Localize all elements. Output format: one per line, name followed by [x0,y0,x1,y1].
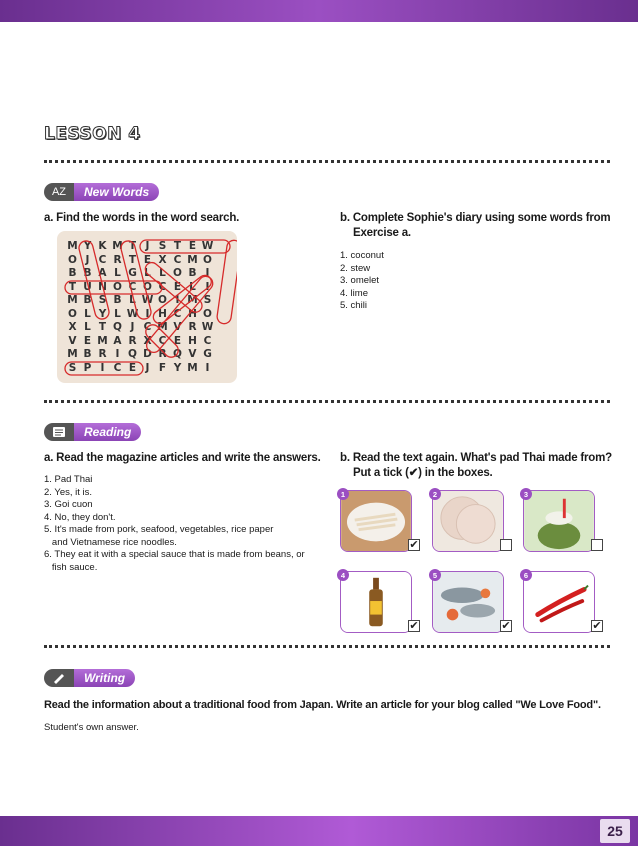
picture-number-badge: 6 [520,569,532,581]
word-search-letter: V [188,348,197,360]
circle-coconut [65,281,162,294]
answer-item: 2. Yes, it is. [44,486,93,498]
word-search-letter: B [83,348,92,360]
word-search-letter: G [203,348,212,360]
word-search-letter: I [175,294,180,306]
word-search-letter: M [67,294,78,306]
word-search-letter: M [187,361,198,374]
word-search-letter: O [158,294,167,306]
answer-item: 1. coconut [340,250,384,261]
word-search-letter: L [189,280,196,293]
word-search-letter: P [83,361,92,374]
word-search-letter: M [112,240,123,252]
word-search-letter: Q [113,321,122,333]
word-search-letter: O [68,253,77,266]
word-search-letter: E [173,334,182,347]
word-search-letter: B [68,267,77,279]
picture-number-badge: 4 [337,569,349,581]
word-search-letter: C [158,280,167,293]
word-search-letter: L [114,307,121,320]
top-header-band [0,0,638,22]
word-search-letter: M [157,321,168,333]
word-search-letter: O [203,253,212,266]
word-search-letter: H [188,334,197,347]
tick-box[interactable] [591,539,603,551]
answer-item: 4. lime [340,287,368,299]
word-search-letter: O [68,307,77,320]
word-search-letter: R [128,334,137,347]
word-search-letter: C [158,334,167,347]
word-search-letter: M [67,348,78,360]
answer-item: fish sauce. [44,561,98,573]
word-search-letter: J [130,321,135,333]
picture-number-badge: 2 [429,488,441,500]
word-search-letter: F [158,361,167,374]
writing-instruction: Read the information about a traditional food from Japan. Write an article for your blog called "We Love Food". [44,699,601,711]
answer-item: 4. No, they don't. [44,511,116,523]
word-search-letter: H [188,307,197,320]
word-search-letter: A [98,267,107,279]
answer-item: 3. omelet [340,275,380,286]
answer-item: 6. They eat it with a special sauce that is made from beans, or [44,549,305,560]
reading-b-instruction: b. Read the text again. What's pad Thai made from? [340,452,612,464]
word-search-letter: T [128,253,137,266]
word-search-letter: X [68,321,77,333]
word-search-letter: B [188,267,197,279]
tick-box[interactable]: ✔ [409,539,419,551]
word-search-letter: C [203,334,212,347]
word-search-letter: N [98,280,107,293]
word-search-letter: Q [128,348,137,360]
reading-label: Reading [74,423,141,441]
word-search-letter: S [158,240,167,252]
word-search-letter: X [143,334,152,347]
section-divider [44,160,610,163]
writing-answer: Student's own answer. [44,722,139,733]
word-search-letter: T [98,321,107,333]
word-search-letter: Y [83,240,92,252]
book-icon [44,423,74,441]
word-search-letter: U [83,280,92,293]
page-number: 25 [600,819,630,843]
word-search-letter: O [113,280,122,293]
reading-a-instruction: a. Read the magazine articles and write the answers. [44,452,321,464]
word-search-letter: L [159,267,166,279]
word-search-letter: L [144,267,151,279]
word-search-letter: J [85,253,90,266]
picture-number-badge: 3 [520,488,532,500]
word-search-letter: K [98,240,107,252]
word-search-letter: Y [98,307,107,320]
word-search-letter: D [143,348,152,360]
word-search-letter: B [113,294,122,306]
word-search-letter: R [158,348,167,360]
word-search-circles [57,231,237,383]
word-search-letter: L [129,294,136,306]
word-search-letter: J [145,361,150,374]
new-words-b-instruction-2: Exercise a. [353,227,411,239]
new-words-label: New Words [74,183,159,201]
word-search-letter: C [143,321,152,333]
word-search-letter: W [141,294,154,306]
circle-wiiso [216,239,237,324]
word-search-letter: E [83,334,92,347]
word-search-letter: B [83,294,92,306]
word-search-letter: X [158,253,167,266]
picture-chili [523,571,595,633]
word-search-letter: E [173,280,182,293]
bottom-footer-band [0,816,638,846]
section-divider [44,645,610,648]
new-words-a-instruction: a. Find the words in the word search. [44,212,240,224]
word-search-letter: V [173,321,182,333]
picture-number-badge: 5 [429,569,441,581]
word-search-letter: I [115,348,120,360]
word-search-letter: T [128,240,137,252]
reading-answers [44,474,305,574]
word-search-letter: I [100,361,105,374]
word-search-letter: C [128,280,137,293]
answer-item: 5. It's made from pork, seafood, vegetables, rice paper [44,524,274,535]
picture-fish-sauce [340,571,412,633]
word-search-letter: O [143,280,152,293]
circle-tglll [120,239,153,320]
word-search-letter: T [68,280,77,293]
answer-item: 2. stew [340,262,371,274]
word-search-letter: V [68,334,77,347]
word-search-board [57,231,237,383]
word-search-letter: S [98,294,107,306]
word-search-letter: W [201,240,214,252]
tick-box[interactable]: ✔ [409,620,419,632]
word-search-letter: R [98,348,107,360]
word-search-letter: B [83,267,92,279]
word-search-letter: I [145,307,150,320]
circle-kcasl [78,239,111,320]
word-search-letter: S [203,294,212,306]
circle-stew [140,240,230,253]
answer-item: and Vietnamese rice noodles. [44,536,177,548]
answer-item: 1. Pad Thai [44,474,93,485]
word-search-letter: H [158,307,167,320]
circle-spice [65,362,143,375]
word-search-letter: M [187,294,198,306]
word-search-letter: Q [173,348,182,360]
word-search-letter: O [173,267,182,279]
word-search-letter: M [187,253,198,266]
tick-box[interactable] [500,539,512,551]
pencil-icon [44,669,74,687]
reading-header [44,423,141,441]
word-search-letter: W [201,321,214,333]
word-search-letter: A [113,334,122,347]
picture-number-badge: 1 [337,488,349,500]
new-words-answers [340,250,384,313]
picture-rice-noodles [340,490,412,552]
word-search-letter: M [97,334,108,347]
new-words-b-instruction: b. Complete Sophie's diary using some words from [340,212,611,224]
word-search-letter: L [84,307,91,320]
picture-seafood [432,571,504,633]
word-search-letter: J [145,240,150,252]
word-search-letter: C [113,361,122,374]
word-search-letter: R [188,321,197,333]
word-search-letter: R [113,253,122,266]
answer-item: 3. Goi cuon [44,499,93,510]
word-search-letter: G [128,267,137,279]
word-search-letter: W [126,307,139,320]
word-search-letter: Y [173,361,182,374]
word-search-letter: O [203,307,212,320]
lesson-title: LESSON 4 [44,124,141,144]
writing-header [44,669,135,687]
word-search-letter: M [67,240,78,252]
word-search-letter: E [188,240,197,252]
word-search-letter: S [68,361,77,374]
reading-b-instruction-2: Put a tick (✔) in the boxes. [353,467,493,479]
picture-coconut [523,490,595,552]
word-search-letter: I [205,280,210,293]
word-search-letter: I [205,361,210,374]
word-search-letter: L [114,267,121,279]
word-search-letter: C [98,253,107,266]
word-search-letter: C [173,253,182,266]
word-search-letter: C [173,307,182,320]
word-search-letter: L [84,321,91,333]
tick-box[interactable]: ✔ [592,620,602,632]
answer-item: 5. chili [340,300,367,311]
az-icon: AZ [44,183,74,201]
word-search-letter: E [143,253,152,266]
new-words-header [44,183,159,201]
tick-box[interactable]: ✔ [501,620,511,632]
word-search-letter: T [173,240,182,252]
word-search-letter: E [128,361,137,374]
section-divider [44,400,610,403]
writing-label: Writing [74,669,135,687]
word-search-letter: I [205,267,210,279]
picture-rice-paper [432,490,504,552]
